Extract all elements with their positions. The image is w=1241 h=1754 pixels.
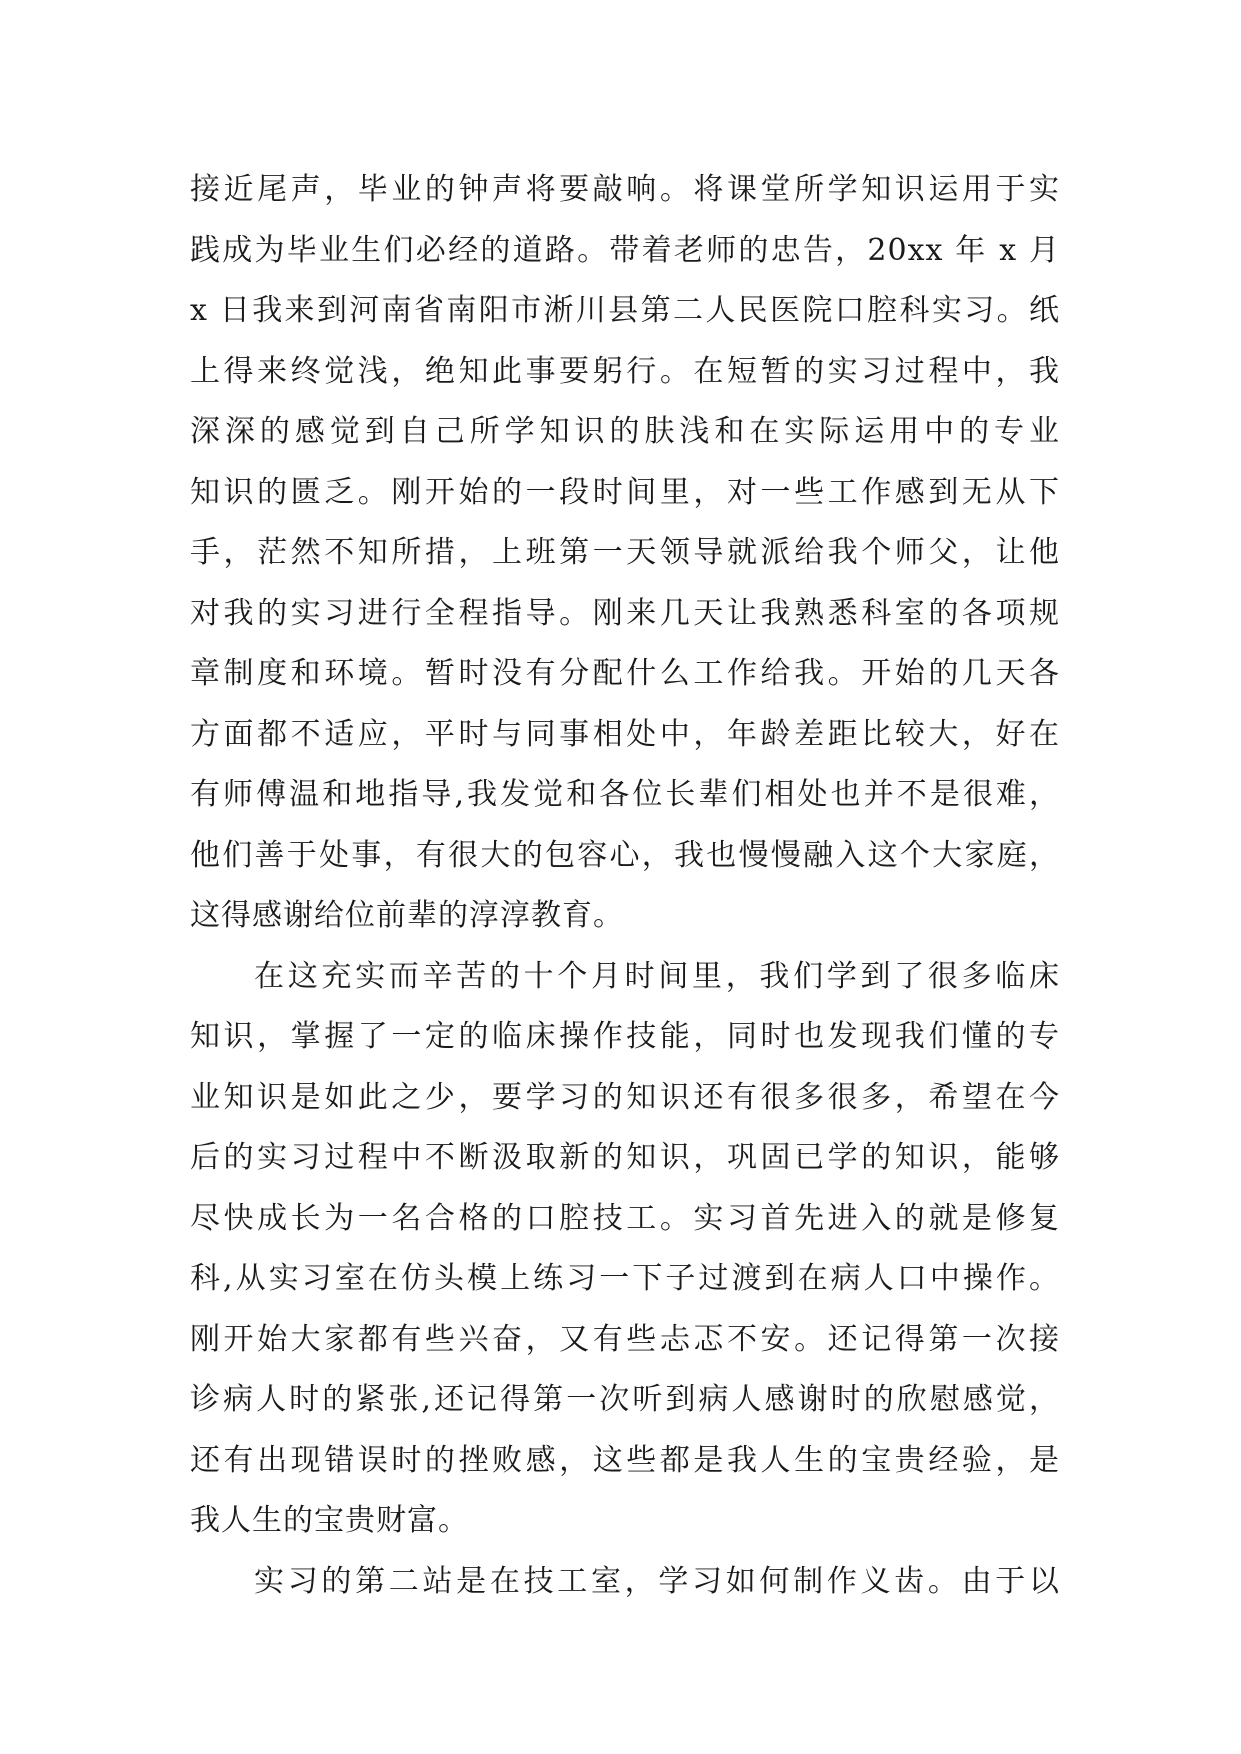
document-body [190, 160, 1060, 1612]
text-line: 践成为毕业生们必经的道路。带着老师的忠告，20xx 年 x 月 [190, 232, 1060, 268]
text-line: 实习的第二站是在技工室，学习如何制作义齿。由于以 [254, 1563, 1060, 1599]
text-line: 手，茫然不知所措，上班第一天领导就派给我个师父，让他 [190, 535, 1060, 570]
text-line: 对我的实习进行全程指导。刚来几天让我熟悉科室的各项规 [190, 595, 1060, 631]
text-line: 接近尾声，毕业的钟声将要敲响。将课堂所学知识运用于实 [190, 172, 1060, 207]
text-line: 刚开始大家都有些兴奋，又有些忐忑不安。还记得第一次接 [190, 1321, 1060, 1357]
text-line: 这得感谢给位前辈的淳淳教育。 [190, 898, 624, 933]
text-line: 在这充实而辛苦的十个月时间里，我们学到了很多临床 [254, 958, 1060, 994]
text-line: 后的实习过程中不断汲取新的知识，巩固已学的知识，能够 [190, 1140, 1060, 1175]
text-line: 他们善于处事，有很大的包容心，我也慢慢融入这个大家庭， [190, 837, 1060, 873]
text-line: 有师傅温和地指导,我发觉和各位长辈们相处也并不是很难， [190, 777, 1060, 812]
text-line: 我人生的宝贵财富。 [190, 1503, 469, 1538]
text-line: 诊病人时的紧张,还记得第一次听到病人感谢时的欣慰感觉， [190, 1382, 1060, 1417]
text-line: 深深的感觉到自己所学知识的肤浅和在实际运用中的专业 [190, 414, 1060, 449]
text-line: 业知识是如此之少，要学习的知识还有很多很多，希望在今 [190, 1079, 1060, 1115]
text-line: 知识的匮乏。刚开始的一段时间里，对一些工作感到无从下 [190, 474, 1060, 510]
text-line: 尽快成长为一名合格的口腔技工。实习首先进入的就是修复 [190, 1200, 1060, 1236]
text-line: 知识，掌握了一定的临床操作技能，同时也发现我们懂的专 [190, 1019, 1060, 1054]
text-line: 方面都不适应，平时与同事相处中，年龄差距比较大，好在 [190, 716, 1060, 752]
text-line: 上得来终觉浅，绝知此事要躬行。在短暂的实习过程中，我 [190, 353, 1060, 389]
paragraph [190, 160, 1060, 947]
text-line: x 日我来到河南省南阳市淅川县第二人民医院口腔科实习。纸 [190, 293, 1060, 328]
text-line: 章制度和环境。暂时没有分配什么工作给我。开始的几天各 [190, 656, 1060, 691]
paragraph [190, 947, 1060, 1552]
text-line: 还有出现错误时的挫败感，这些都是我人生的宝贵经验，是 [190, 1442, 1060, 1478]
paragraph [190, 1552, 1060, 1613]
text-line: 科,从实习室在仿头模上练习一下子过渡到在病人口中操作。 [190, 1261, 1060, 1296]
